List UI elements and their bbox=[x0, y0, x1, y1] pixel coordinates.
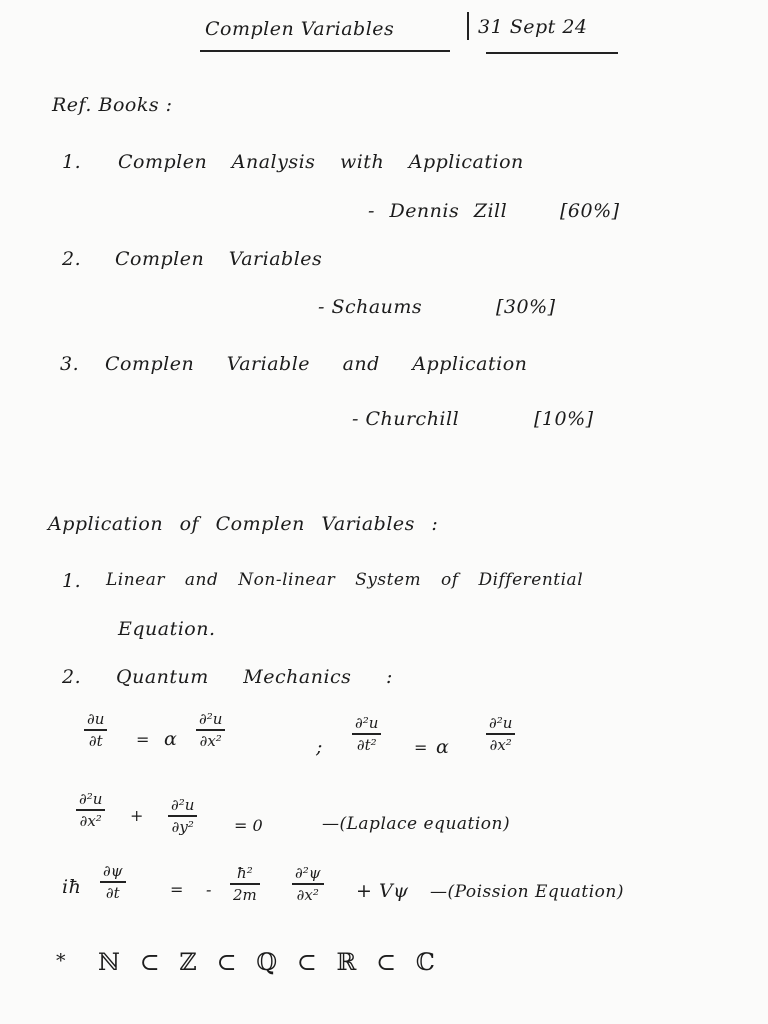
poisson-derivative-fraction bbox=[292, 866, 324, 903]
eq1-rhs-fraction bbox=[196, 712, 225, 749]
ref-3-author: - Churchill bbox=[352, 408, 460, 430]
ref-3-weight: [10%] bbox=[534, 408, 594, 430]
app-2-number: 2. bbox=[62, 666, 82, 688]
poisson-lhs-fraction bbox=[100, 864, 126, 901]
app-2-title: Quantum Mechanics : bbox=[116, 666, 393, 688]
date-underline bbox=[486, 52, 618, 54]
poisson-minus: - bbox=[206, 880, 212, 899]
title-underline bbox=[200, 50, 450, 52]
laplace-equals-zero: = 0 bbox=[234, 816, 263, 835]
poisson-lhs-prefix: iħ bbox=[62, 876, 82, 898]
eq1-coefficient: α bbox=[164, 728, 178, 750]
ref-1-author: - Dennis Zill bbox=[368, 200, 508, 222]
poisson-lhs-denominator: ∂t bbox=[105, 883, 120, 902]
laplace-term1-denominator: ∂x² bbox=[79, 811, 102, 830]
eq1-rhs-denominator: ∂x² bbox=[199, 731, 222, 750]
laplace-term2-fraction bbox=[168, 798, 197, 835]
laplace-term2-numerator: ∂²u bbox=[171, 796, 195, 814]
ref-1-weight: [60%] bbox=[560, 200, 620, 222]
applications-heading: Application of Complen Variables : bbox=[48, 513, 439, 535]
ref-2-number: 2. bbox=[62, 248, 82, 270]
laplace-term1-fraction bbox=[76, 792, 105, 829]
poisson-equals: = bbox=[170, 880, 184, 899]
eq2-equals: = bbox=[414, 738, 428, 757]
laplace-term2-denominator: ∂y² bbox=[171, 817, 194, 836]
poisson-constant-numerator: ħ² bbox=[237, 864, 253, 882]
eq2-lhs-denominator: ∂t² bbox=[356, 735, 377, 754]
eq2-rhs-fraction bbox=[486, 716, 515, 753]
equation-separator: ; bbox=[316, 736, 323, 758]
ref-3-title: Complen Variable and Application bbox=[105, 353, 528, 375]
eq1-lhs-fraction bbox=[84, 712, 107, 749]
eq1-equals: = bbox=[136, 730, 150, 749]
ref-2-author: - Schaums bbox=[318, 296, 423, 318]
poisson-constant-denominator: 2m bbox=[233, 885, 257, 904]
app-1-line2: Equation. bbox=[118, 618, 216, 640]
app-1-number: 1. bbox=[62, 570, 82, 592]
eq1-rhs-numerator: ∂²u bbox=[199, 710, 223, 728]
date-separator bbox=[467, 12, 469, 40]
number-set-chain: ℕ ⊂ ℤ ⊂ ℚ ⊂ ℝ ⊂ ℂ bbox=[98, 948, 441, 976]
eq1-lhs-denominator: ∂t bbox=[88, 731, 103, 750]
poisson-potential-term: + Vψ bbox=[356, 880, 409, 902]
app-1-line1: Linear and Non-linear System of Differential bbox=[106, 570, 584, 590]
eq2-coefficient: α bbox=[436, 736, 450, 758]
refs-heading: Ref. Books : bbox=[52, 94, 173, 116]
eq2-rhs-denominator: ∂x² bbox=[489, 735, 512, 754]
page-date: 31 Sept 24 bbox=[478, 16, 588, 38]
eq2-lhs-fraction bbox=[352, 716, 381, 753]
eq2-lhs-numerator: ∂²u bbox=[355, 714, 379, 732]
laplace-plus: + bbox=[130, 806, 144, 825]
eq1-lhs-numerator: ∂u bbox=[87, 710, 105, 728]
eq2-rhs-numerator: ∂²u bbox=[489, 714, 513, 732]
poisson-lhs-numerator: ∂ψ bbox=[103, 862, 123, 880]
ref-2-weight: [30%] bbox=[496, 296, 556, 318]
poisson-derivative-denominator: ∂x² bbox=[296, 885, 319, 904]
star-bullet: * bbox=[56, 950, 66, 972]
poisson-constant-fraction bbox=[230, 866, 260, 903]
ref-1-number: 1. bbox=[62, 151, 82, 173]
poisson-derivative-numerator: ∂²ψ bbox=[295, 864, 321, 882]
ref-2-title: Complen Variables bbox=[115, 248, 323, 270]
page-title: Complen Variables bbox=[205, 18, 395, 40]
laplace-term1-numerator: ∂²u bbox=[79, 790, 103, 808]
ref-3-number: 3. bbox=[60, 353, 80, 375]
ref-1-title: Complen Analysis with Application bbox=[118, 151, 524, 173]
laplace-label: —(Laplace equation) bbox=[322, 814, 511, 834]
poisson-label: —(Poission Equation) bbox=[430, 882, 624, 902]
